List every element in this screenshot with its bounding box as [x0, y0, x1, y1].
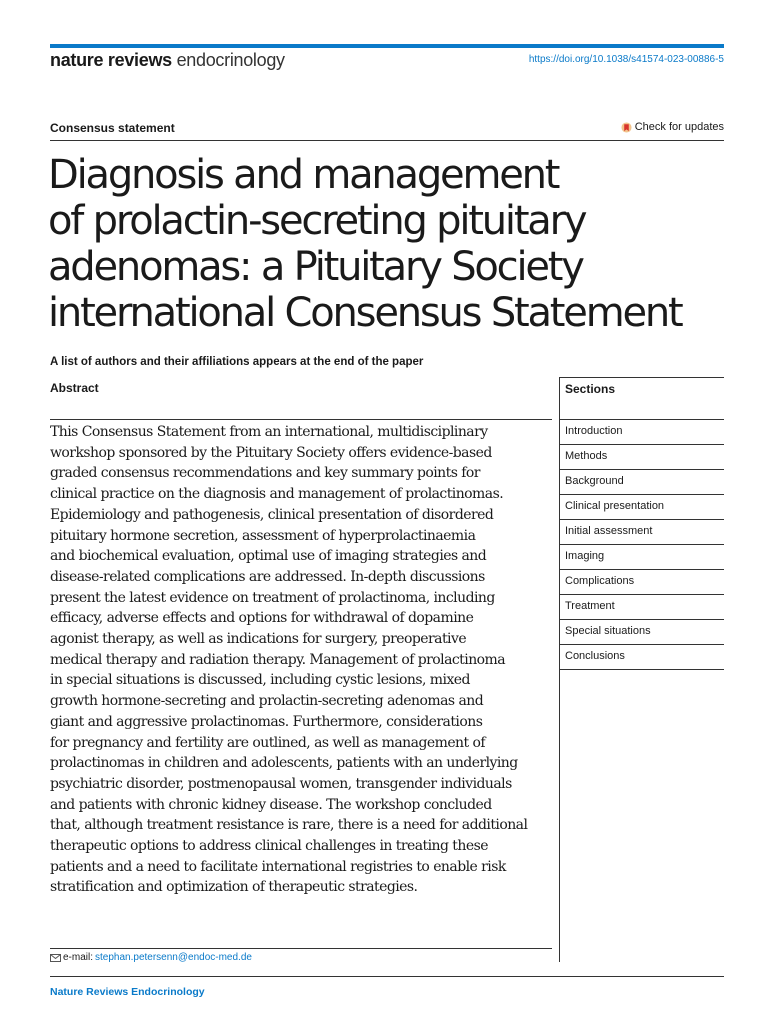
title-line: of prolactin-secreting pituitary [48, 198, 586, 244]
title-line: adenomas: a Pituitary Society [48, 244, 583, 290]
journal-name-bold: nature reviews [50, 50, 172, 70]
abstract-line: patients and a need to facilitate international registries to enable risk [50, 858, 506, 875]
article-title [48, 152, 728, 336]
abstract-line: in special situations is discussed, including cystic lesions, mixed [50, 672, 470, 689]
section-item[interactable]: Methods [559, 444, 724, 469]
abstract-heading: Abstract [50, 381, 99, 395]
section-item[interactable]: Complications [559, 569, 724, 594]
journal-logo [50, 50, 285, 71]
email-contact [50, 952, 252, 963]
title-line: Diagnosis and management [48, 152, 559, 198]
journal-name-light: endocrinology [176, 50, 285, 70]
section-item[interactable]: Imaging [559, 544, 724, 569]
abstract-line: clinical practice on the diagnosis and management of prolactinomas. [50, 486, 504, 503]
section-item[interactable]: Treatment [559, 594, 724, 619]
abstract-line: medical therapy and radiation therapy. Management of prolactinoma [50, 651, 506, 668]
envelope-icon [50, 954, 61, 962]
check-for-updates-button[interactable] [621, 121, 724, 133]
abstract-line: present the latest evidence on treatment of prolactinoma, including [50, 589, 495, 606]
sections-heading: Sections [565, 382, 616, 396]
abstract-line: for pregnancy and fertility are outlined, as well as management of [50, 734, 486, 751]
article-type: Consensus statement [50, 121, 175, 135]
footer-rule [50, 976, 724, 977]
abstract-line: Epidemiology and pathogenesis, clinical presentation of disordered [50, 506, 494, 523]
abstract-line: stratification and optimization of therapeutic strategies. [50, 879, 418, 896]
sections-top-rule [559, 377, 724, 378]
email-label: e-mail: [63, 952, 94, 963]
section-item[interactable]: Conclusions [559, 644, 724, 670]
top-accent-bar [50, 44, 724, 48]
doi-link[interactable]: https://doi.org/10.1038/s41574-023-00886-5 [528, 54, 724, 65]
abstract-line: workshop sponsored by the Pituitary Society offers evidence-based [50, 444, 492, 461]
abstract-line: psychiatric disorder, postmenopausal women, transgender individuals [50, 775, 512, 792]
section-item[interactable]: Introduction [559, 419, 724, 444]
email-link[interactable]: stephan.petersenn@endoc-med.de [95, 952, 252, 963]
abstract-line: disease-related complications are addressed. In-depth discussions [50, 568, 485, 585]
abstract-line: therapeutic options to address clinical challenges in treating these [50, 838, 488, 855]
section-item[interactable]: Special situations [559, 619, 724, 644]
abstract-line: growth hormone-secreting and prolactin-secreting adenomas and [50, 693, 484, 710]
abstract-line: efficacy, adverse effects and options for withdrawal of dopamine [50, 610, 474, 627]
abstract-line: graded consensus recommendations and key summary points for [50, 465, 480, 482]
section-item[interactable]: Clinical presentation [559, 494, 724, 519]
section-item[interactable]: Background [559, 469, 724, 494]
abstract-rule [50, 419, 552, 420]
check-for-updates-label: Check for updates [634, 121, 724, 133]
abstract-line: pituitary hormone secretion, assessment of hyperprolactinaemia [50, 527, 476, 544]
authors-note: A list of authors and their affiliations appears at the end of the paper [50, 356, 424, 368]
title-line: international Consensus Statement [48, 290, 682, 336]
header-rule [50, 140, 724, 141]
abstract-line: that, although treatment resistance is rare, there is a need for additional [50, 817, 528, 834]
bookmark-update-icon [621, 122, 632, 133]
section-item[interactable]: Initial assessment [559, 519, 724, 544]
sections-list [559, 419, 724, 670]
abstract-line: prolactinomas in children and adolescents, patients with an underlying [50, 755, 518, 772]
abstract-line: This Consensus Statement from an international, multidisciplinary [50, 424, 488, 440]
abstract-line: and biochemical evaluation, optimal use of imaging strategies and [50, 548, 487, 565]
footer-journal: Nature Reviews Endocrinology [50, 986, 205, 998]
abstract-body [50, 422, 555, 898]
abstract-line: and patients with chronic kidney disease. The workshop concluded [50, 796, 492, 813]
email-rule [50, 948, 552, 949]
abstract-line: agonist therapy, as well as indications for surgery, preoperative [50, 631, 467, 648]
abstract-line: giant and aggressive prolactinomas. Furthermore, considerations [50, 713, 483, 730]
